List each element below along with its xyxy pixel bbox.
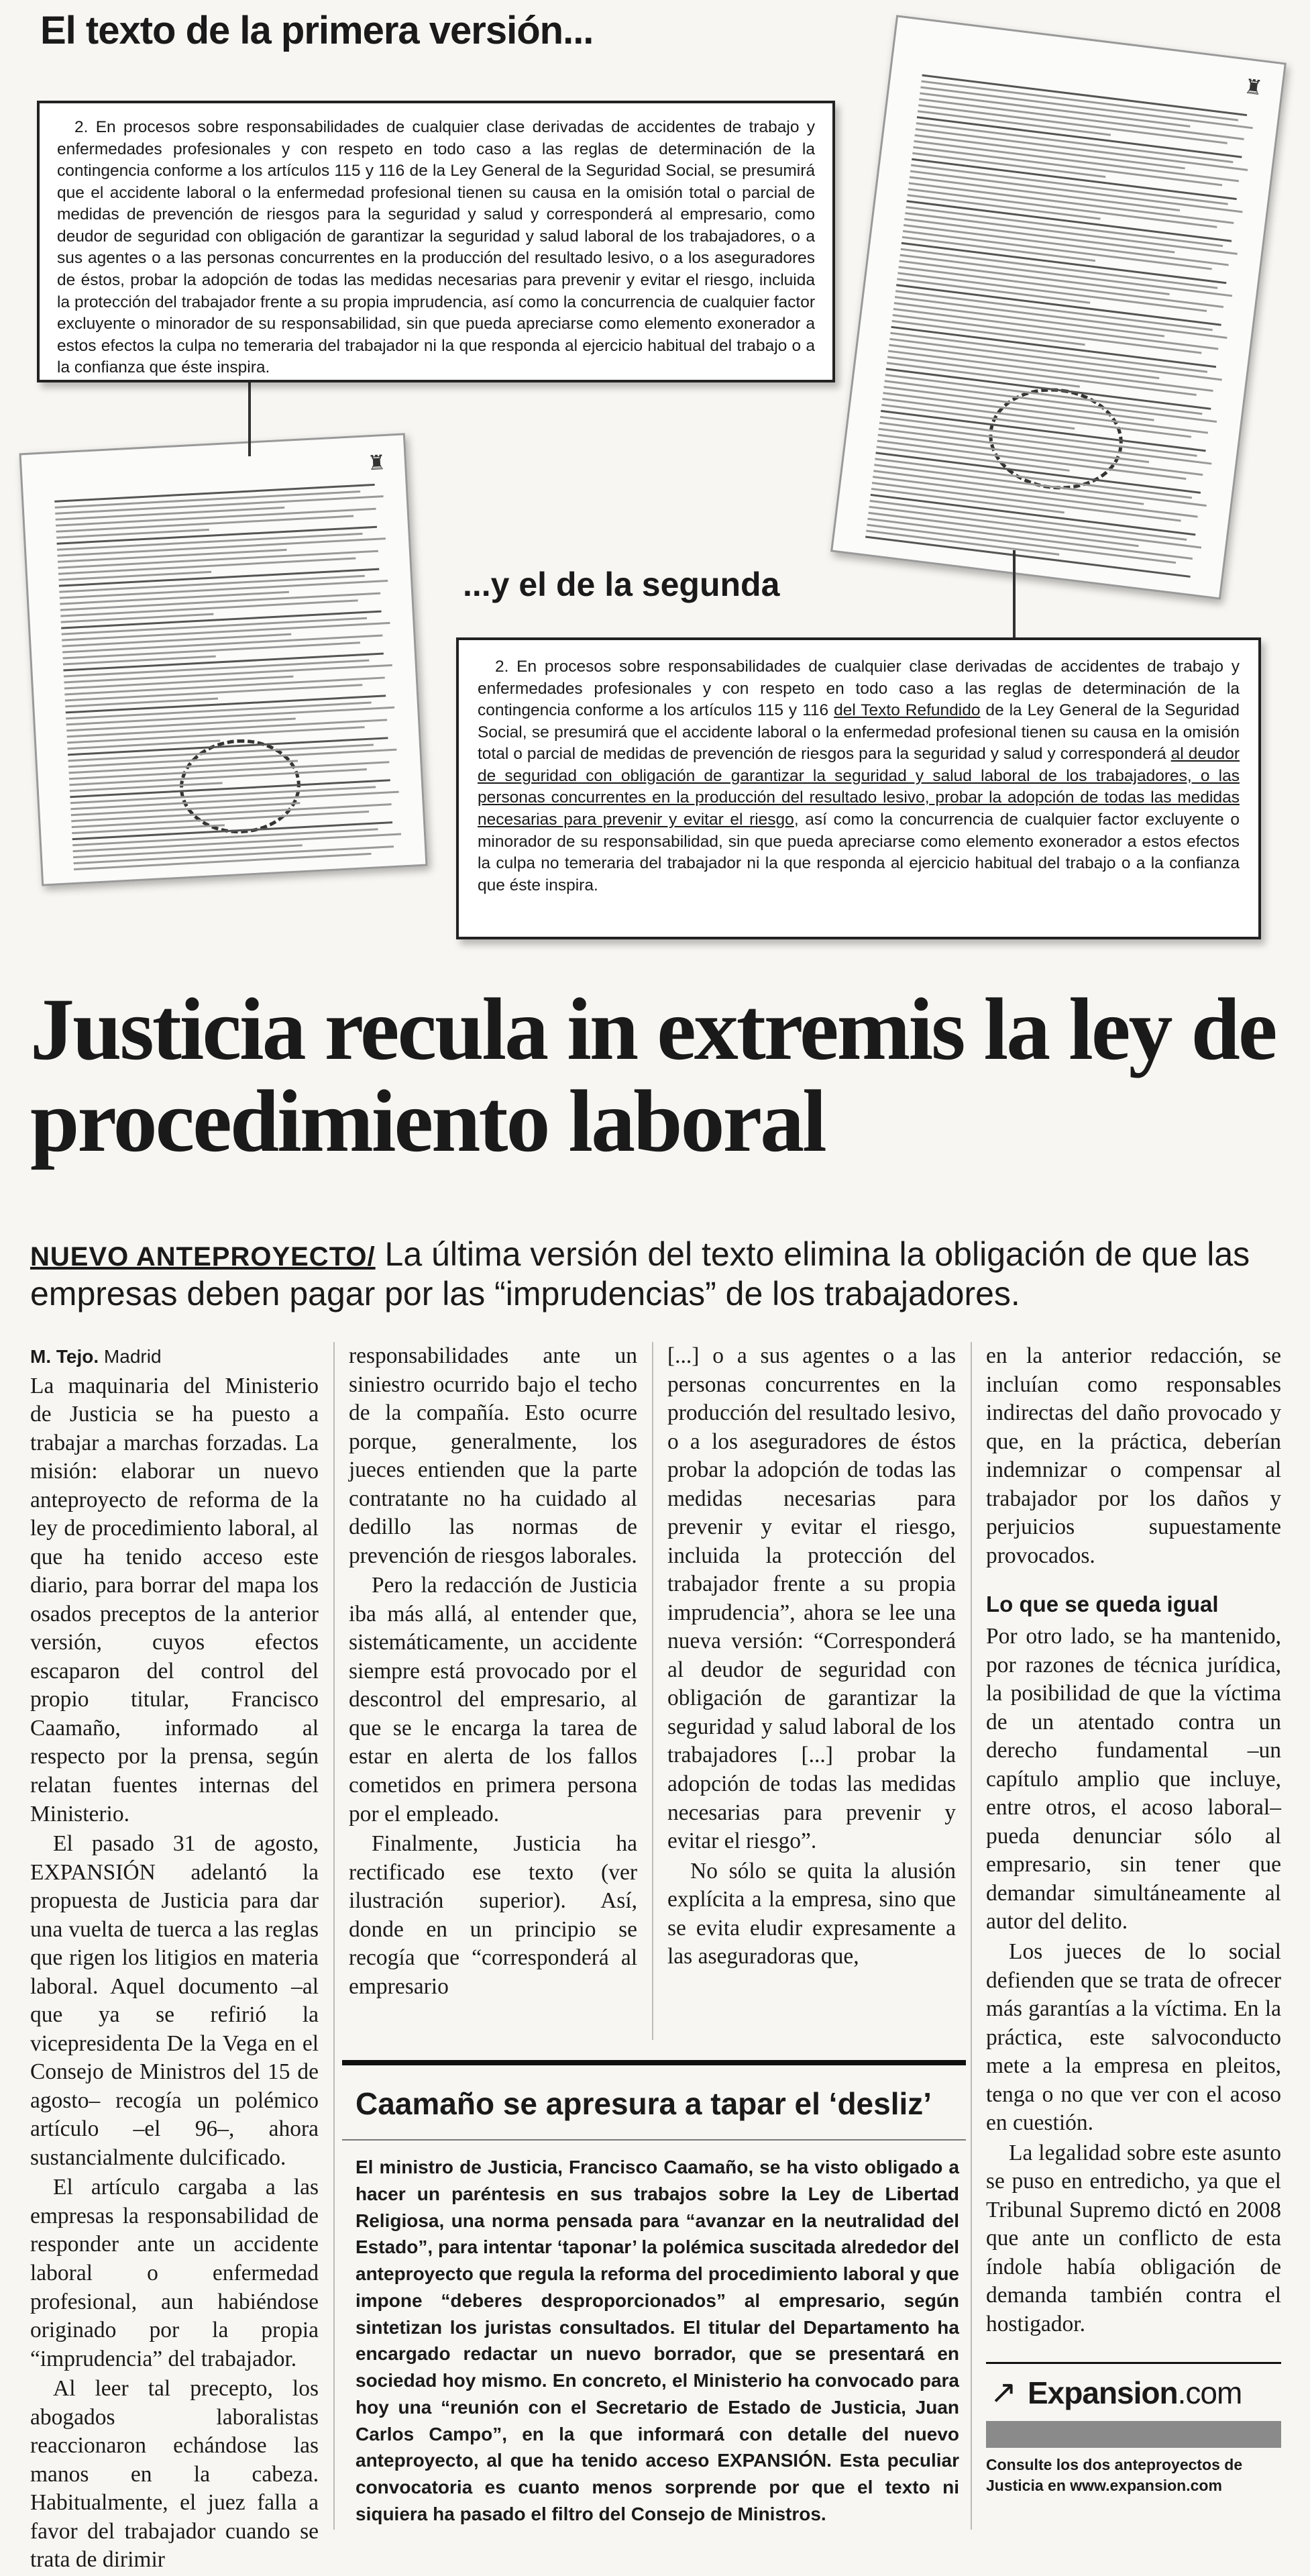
coat-of-arms-icon: ♜ bbox=[367, 451, 386, 475]
deck-label: NUEVO ANTEPROYECTO/ bbox=[30, 1242, 376, 1272]
arrow-icon: ↗ bbox=[990, 2373, 1018, 2411]
paragraph: El pasado 31 de agosto, EXPANSIÓN adelantó la propuesta de Justicia para dar una vuelta de tuerca a las reglas que rigen los litigios en materia laboral. Aquel documento –al que ya se refirió la vicepresidenta De la Vega en el Consejo de Ministros del 15 de agosto– recogía un polémico artículo –el 96–, ahora sustancialmente dulcificado. bbox=[30, 1831, 319, 2170]
column-divider bbox=[652, 1342, 653, 2040]
scanned-text-line bbox=[911, 164, 1227, 205]
article-column-3 bbox=[667, 1342, 956, 1973]
scanned-text-line bbox=[865, 536, 1190, 578]
scanned-text-line bbox=[919, 98, 1244, 140]
paragraph: La legalidad sobre este asunto se puso en entredicho, ya que el Tribunal Supremo dictó en 2008 que ante un conflicto de esta índole había obligación de demanda también contra el hostigador. bbox=[986, 2140, 1281, 2336]
promo-logo bbox=[986, 2362, 1281, 2418]
scanned-text-line bbox=[895, 290, 1212, 331]
scanned-text-line bbox=[914, 140, 1239, 182]
article-column-2 bbox=[349, 1342, 637, 2002]
scanned-text-line bbox=[904, 224, 1228, 266]
scanned-text-line bbox=[917, 116, 1242, 158]
byline-author: M. Tejo. bbox=[30, 1346, 99, 1367]
scanned-text-line bbox=[888, 350, 1213, 392]
scanned-text-line bbox=[871, 494, 1195, 535]
scanned-text-line bbox=[922, 81, 1238, 121]
paragraph: No sólo se quita la alusión explícita a la empresa, sino que se evita eludir expresamente a las aseguradoras que, bbox=[667, 1858, 956, 1969]
first-version-kicker: El texto de la primera versión... bbox=[40, 9, 594, 52]
paragraph: [...] o a sus agentes o a las personas concurrentes en la producción del resultado lesivo, o a los aseguradores de éstos probar la adopción de todas las medidas necesarias para prevenir y evitar el riesgo, incluida la protección del trabajador frente a su propia imprudencia”, ahora se lee una nueva versión: “Corresponderá al deudor de seguridad con obligación de garantizar la seguridad y salud laboral de los trabajadores [...] probar la adopción de todas las medidas necesarias para prevenir y evitar el riesgo”. bbox=[667, 1343, 956, 1854]
sidebar-divider bbox=[342, 2139, 966, 2141]
sidebar-box bbox=[342, 2060, 966, 2530]
scanned-text-line bbox=[922, 74, 1247, 116]
paragraph: Finalmente, Justicia ha rectificado ese texto (ver ilustración superior). Así, donde en un principio se recogía que “corresponderá al empresario bbox=[349, 1831, 637, 1999]
connector-line bbox=[1013, 550, 1016, 644]
promo-text: Consulte los dos anteproyectos de Justicia en www.expansion.com bbox=[986, 2456, 1243, 2495]
scanned-text-line bbox=[891, 326, 1216, 368]
sidebar-title: Caamaño se apresura a tapar el ‘desliz’ bbox=[356, 2086, 932, 2121]
column-divider bbox=[333, 1342, 335, 2530]
second-version-quote bbox=[456, 637, 1261, 939]
first-version-text: 2. En procesos sobre responsabilidades de cualquier clase derivadas de accidentes de trabajo y enfermedades profesionales y con respeto en todo caso a las reglas de determinación de la contingencia conforme a los artículos 115 y 116 de la Ley General de la Seguridad Social, se presumirá que el accidente laboral o la enfermedad profesional tienen su causa en la omisión total o parcial de medidas de prevención de riesgos para la seguridad y salud y corresponderá al empresario, como deudor de seguridad con obligación de garantizar la seguridad y salud laboral de los trabajadores, o a sus agentes o a las personas concurrentes en la producción del resultado lesivo, o a los aseguradores de éstos, probar la adopción de todas las medidas necesarias para prevenir y evitar el riesgo, incluida la protección del trabajador frente a su propia imprudencia, así como la concurrencia de cualquier factor excluyente o minorador de su responsabilidad, sin que pueda apreciarse como elemento exonerador a estos efectos la culpa no temeraria del trabajador ni la que responda al ejercicio habitual del trabajo o a la confianza que éste inspira. bbox=[57, 118, 815, 377]
paragraph: Al leer tal precepto, los abogados laboralistas reaccionaron echándose las manos en la cabeza. Habitualmente, el juez falla a favor del trabajador cuando se trata de dirimir bbox=[30, 2376, 319, 2573]
paragraph: El artículo cargaba a las empresas la responsabilidad de responder ante un accidente laboral o enfermedad profesional, aun habiéndose originado por la propia “imprudencia” del trabajador. bbox=[30, 2175, 319, 2371]
first-version-document-image bbox=[19, 433, 427, 886]
scanned-text-line bbox=[899, 266, 1223, 308]
paragraph: Los jueces de lo social defienden que se trata de ofrecer más garantías a la víctima. En la práctica, este salvoconducto mete a la empresa en pleitos, tenga o no que ver con el acoso en cuestión. bbox=[986, 1939, 1281, 2136]
expansion-promo bbox=[986, 2362, 1281, 2530]
second-version-kicker: ...y el de la segunda bbox=[463, 566, 780, 603]
scanned-text-line bbox=[891, 332, 1207, 373]
deck-text: La última versión del texto elimina la obligación de que las empresas deben pagar por las “imprudencias” de los trabajadores. bbox=[30, 1235, 1250, 1312]
sidebar-body: El ministro de Justicia, Francisco Caamaño, se ha visto obligado a hacer un paréntesis en sus trabajos sobre la Ley de Libertad Religiosa, una norma pensada para “avanzar en la neutralidad del Estado”, para intentar ‘taponar’ la polémica suscitada alrededor del anteproyecto que regula la reforma del procedimiento laboral y que impone “deberes desproporcionados” al empresario, según sintetizan los juristas consultados. El titular del Departamento ha encargado redactar un nuevo borrador, que se presentará en sociedad hoy mismo. En concreto, el Ministerio ha convocado para hoy una “reunión con el Secretario de Estado de Justicia, Juan Carlos Campo”, en la que informará con detalle del nuevo anteproyecto, al que ha tenido acceso EXPANSIÓN. Esta peculiar convocatoria es cuanto menos sorprende por que el texto ni siquiera ha pasado el filtro del Consejo de Ministros. bbox=[356, 2157, 959, 2524]
scanned-text-line bbox=[902, 242, 1226, 284]
scanned-text-line bbox=[896, 284, 1221, 325]
scanned-text-line bbox=[912, 158, 1236, 200]
scanned-text-line bbox=[907, 200, 1232, 242]
paragraph: responsabilidades ante un siniestro ocurrido bajo el techo de la compañía. Esto ocurre porque, generalmente, los jueces entienden que la parte contratante no ha cuidado al dedillo las normas de prevención de riesgos laborales. bbox=[349, 1343, 637, 1568]
article-column-1 bbox=[30, 1342, 319, 2576]
column-divider bbox=[971, 1342, 972, 2530]
section-subhead: Lo que se queda igual bbox=[986, 1592, 1219, 1617]
scanned-text-line bbox=[916, 122, 1233, 163]
coat-of-arms-icon: ♜ bbox=[1243, 75, 1264, 100]
deck bbox=[30, 1235, 1278, 1314]
scanned-text-line bbox=[901, 248, 1217, 289]
paragraph: Por otro lado, se ha mantenido, por razones de técnica jurídica, la posibilidad de que la víctima de un atentado contra un derecho fundamental –un capítulo amplio que incluye, entre otros, el acoso laboral– pueda denunciar sólo al empresario, sin tener que demandar simultáneamente al autor del delito. bbox=[986, 1624, 1281, 1935]
paragraph: Pero la redacción de Justicia iba más allá, al entender que, sistemáticamente, un accidente siempre está provocado por el descontrol del empresario, al que se le encarga la tarea de estar en alerta de los fallos cometidos en primera persona por el empleado. bbox=[349, 1573, 637, 1826]
headline: Justicia recula in extremis la ley de procedimiento laboral bbox=[30, 980, 1276, 1171]
scanned-text-line bbox=[909, 182, 1234, 223]
article-column-4 bbox=[986, 1342, 1281, 2340]
paragraph: La maquinaria del Ministerio de Justicia se ha puesto a trabajar a marchas forzadas. La misión: elaborar un nuevo anteproyecto de reforma de la ley de procedimiento laboral, al que ha tenido acceso este diario, para borrar del mapa los osados preceptos de la anterior versión, cuyos efectos escaparon del control del propio titular, Francisco Caamaño, informado al respecto por la prensa, según relatan fuentes internas del Ministerio. bbox=[30, 1373, 319, 1826]
scanned-text-line bbox=[906, 206, 1223, 247]
byline bbox=[30, 1342, 319, 1371]
brand-name: Expansion.com bbox=[1028, 2375, 1242, 2410]
second-version-document-image bbox=[830, 15, 1287, 599]
underlined-change: al deudor de seguridad con obligación de garantizar la seguridad y salud laboral de los trabajadores, o las personas concurrentes en la producción del resultado lesivo, probar la adopción de todas las medidas necesarias para prevenir y evitar el riesgo bbox=[478, 745, 1240, 829]
first-version-quote bbox=[37, 101, 835, 382]
scanned-text-line bbox=[868, 518, 1193, 560]
second-version-text: 2. En procesos sobre responsabilidades de cualquier clase derivadas de accidentes de trabajo y enfermedades profesionales y con respeto en todo caso a las reglas de determinación de la contingencia conforme a los artículos 115 y 116 del Texto Refundido de la Ley General de la Seguridad Social, se presumirá que el accidente laboral o la enfermedad profesional tienen su causa en la omisión total o parcial de medidas de prevención de riesgos para la seguridad y salud y corresponderá al deudor de seguridad con obligación de garantizar la seguridad y salud laboral de los trabajadores, o las personas concurrentes en la producción del resultado lesivo, probar la adopción de todas las medidas necesarias para prevenir y evitar el riesgo, así como la concurrencia de cualquier factor excluyente o minorador de su responsabilidad, sin que pueda apreciarse como elemento exonerador a estos efectos la culpa no temeraria del trabajador ni la que responda al ejercicio habitual del trabajo o a la confianza que éste inspira. bbox=[478, 658, 1240, 894]
connector-line bbox=[248, 376, 251, 456]
promo-band bbox=[986, 2421, 1281, 2448]
scanned-text-line bbox=[893, 308, 1218, 350]
scanned-text-line bbox=[870, 500, 1187, 541]
byline-place: Madrid bbox=[99, 1346, 162, 1367]
sidebar-top-bar bbox=[342, 2060, 966, 2065]
paragraph: en la anterior redacción, se incluían como responsables indirectas del daño provocado y que, en la práctica, deberían indemnizar o compensar al trabajador por los daños y perjuicios supuestamente provocados. bbox=[986, 1343, 1281, 1568]
underlined-change: del Texto Refundido bbox=[834, 701, 981, 720]
